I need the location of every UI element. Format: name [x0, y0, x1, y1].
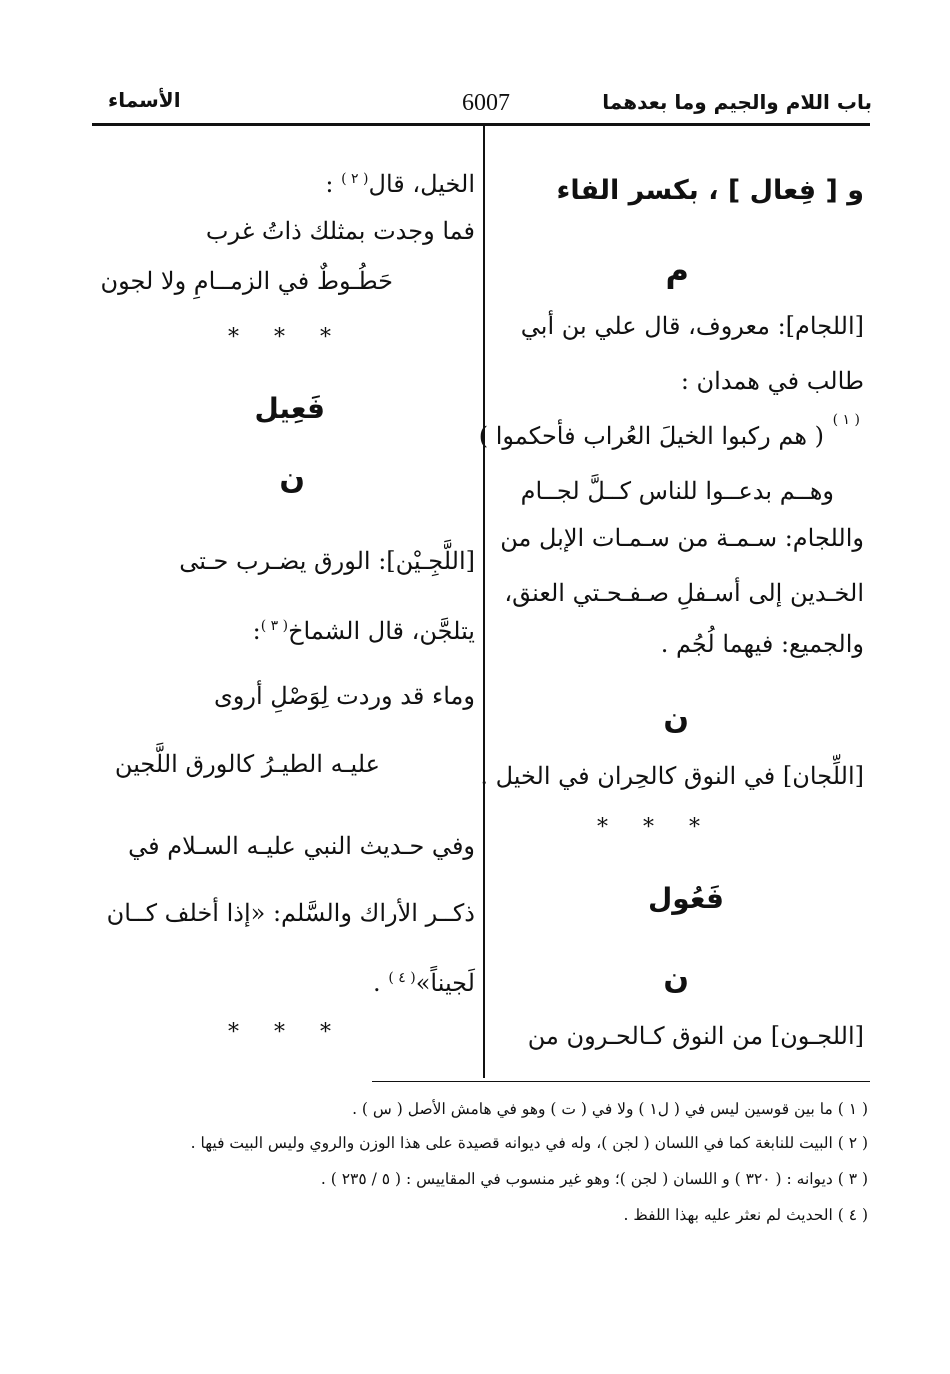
lajin-colon: : [252, 617, 261, 645]
separator-stars-1: * * * [597, 815, 714, 840]
hadith-line-1: وفي حـديث النبي عليـه السـلام في [128, 832, 475, 860]
section-heading-faul: فَعُول [648, 882, 724, 915]
verse-2-line-2: حَطُـوطٌ في الزمــامِ ولا لجون [100, 267, 393, 295]
verse-2-line-1: فما وجدت بمثلك ذاتُ غرب [205, 217, 475, 245]
footnote-rule [372, 1081, 870, 1082]
lajin-text: يتلجَّن، قال الشماخ [288, 617, 475, 645]
verse-3-line-1: وماء قد وردت لِوَصْلِ أروى [214, 682, 475, 710]
right-column [478, 0, 864, 1080]
khayl-text: الخيل، قال [368, 170, 475, 198]
verse-1-line-2: وهــم بدعــوا للناس كــلَّ لجــام [520, 477, 834, 505]
verse-3-line-2: عليـه الطيـرُ كالورق اللَّجين [114, 750, 380, 778]
hadith-line-3 [373, 962, 475, 999]
section-heading-fail: فَعِيل [254, 392, 325, 425]
entry-lijam-line-2: طالب في همدان : [680, 367, 864, 395]
entry-lijam-2-line-2: الخـدين إلى أسـفلِ صـفـحـتي العنق، [504, 579, 864, 607]
separator-stars-3: * * * [228, 1020, 345, 1045]
footnote-marker-3: ( ٣ ) [260, 618, 289, 634]
page-number: 6007 [462, 90, 510, 116]
hadith-line-2: ذكــر الأراك والسَّلم: «إذا أخلف كــان [106, 899, 475, 927]
letter-nun-1: ن [663, 701, 689, 736]
entry-lijam-line-1: [اللجام]: معروف، قال علي بن أبي [520, 312, 864, 340]
khayl-line [325, 163, 475, 200]
chapter-title: باب اللام والجيم وما بعدهما [602, 90, 872, 114]
footnote-marker-1: ( ١ ) [832, 412, 860, 428]
letter-mim: م [665, 251, 689, 289]
verse-1-line-1: ( هم ركبوا الخيلَ العُراب فأحكموا ) [478, 422, 824, 450]
section-heading-fial: و [ فِعال ] ، بكسر الفاء [556, 175, 864, 206]
hadith-period: . [373, 969, 381, 997]
footnote-3: ( ٣ ) ديوانه : ( ٣٢٠ ) و اللسان ( لجن )؛ وهو غير منسوب في المقاييس : ( ٥ / ٢٣٥ ) . [320, 1170, 868, 1188]
left-column [100, 0, 475, 1080]
letter-nun-2: ن [663, 961, 689, 996]
section-title: الأسماء [108, 88, 181, 112]
separator-stars-2: * * * [228, 325, 345, 350]
footnote-marker-4: ( ٤ ) [388, 970, 416, 986]
hadith-end-text: لَجيناً» [415, 969, 475, 997]
footnote-1: ( ١ ) ما بين قوسين ليس في ( ل١ ) ولا في ( ت ) وهو في هامش الأصل ( س ) . [352, 1100, 868, 1118]
footnote-4: ( ٤ ) الحديث لم نعثر عليه بهذا اللفظ . [623, 1206, 868, 1224]
entry-lijan: [اللِّجان] في النوق كالحِران في الخيل . [480, 762, 864, 790]
entry-lajun: [اللجـون] من النوق كـالحـرون من [527, 1022, 864, 1050]
entry-lijam-2-line-1: واللجام: سـمـة من سـمـات الإبل من [500, 524, 864, 552]
khayl-colon: : [325, 170, 334, 198]
letter-nun-3: ن [279, 461, 305, 496]
entry-lajin-line-1: [اللَّجِـيْن]: الورق يضـرب حـتى [179, 547, 475, 575]
footnote-2: ( ٢ ) البيت للنابغة كما في اللسان ( لجن )، وله في ديوانه قصيدة على هذا الوزن والروي وليس البيت فيها . [190, 1134, 868, 1152]
entry-lijam-2-line-3: والجميع: فيهما لُجُم . [660, 630, 864, 658]
footnote-marker-2: ( ٢ ) [341, 171, 369, 187]
entry-lajin-line-2 [253, 610, 475, 647]
